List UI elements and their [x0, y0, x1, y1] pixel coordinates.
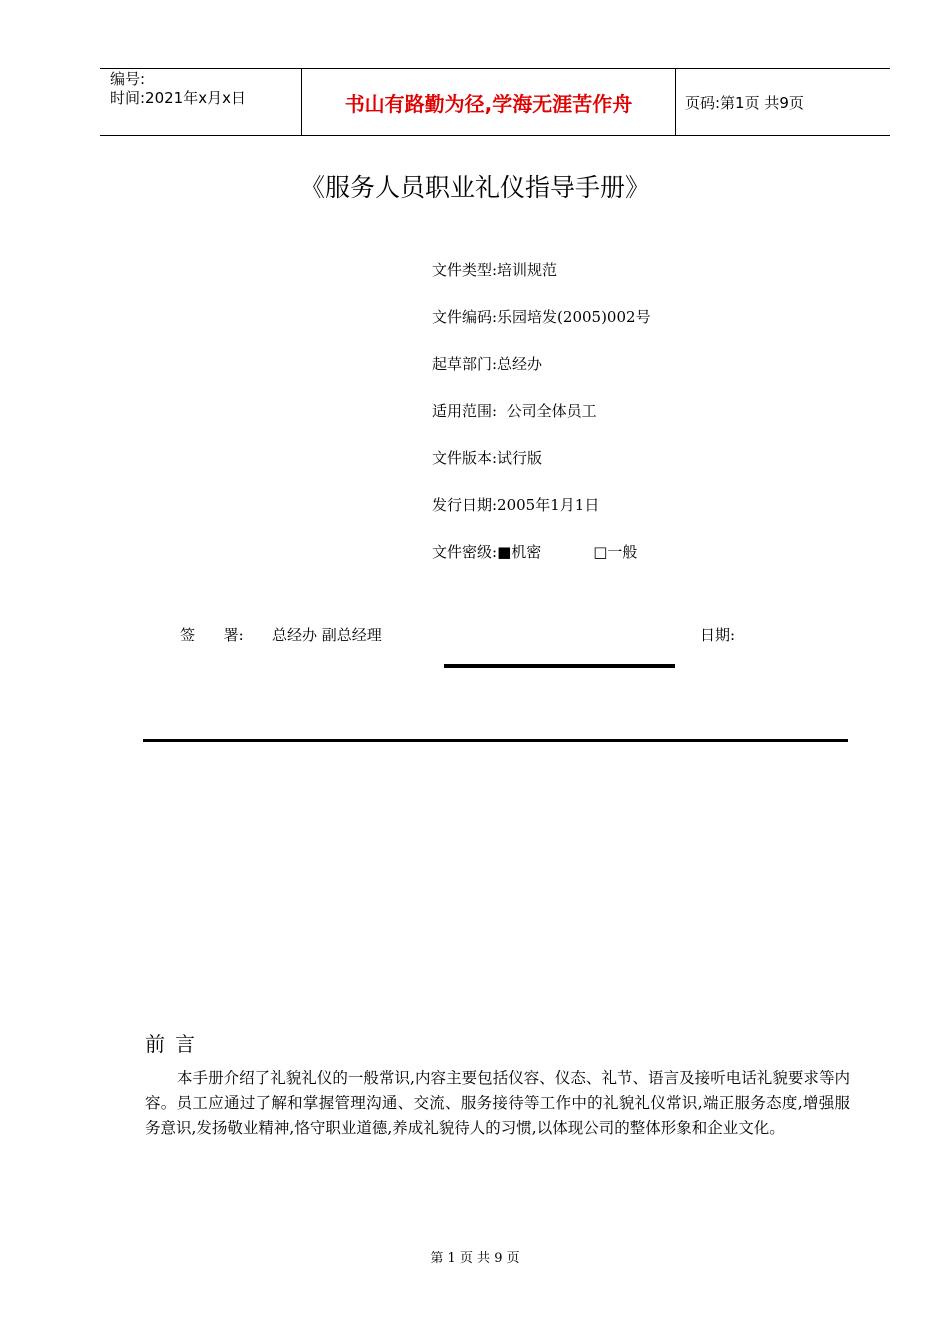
meta-file-code: 文件编码:乐园培发(2005)002号 — [432, 308, 651, 326]
header-slogan: 书山有路勤为径,学海无涯苦作舟 — [344, 92, 633, 116]
section-divider — [143, 739, 848, 742]
signature-label: 签 署: — [180, 626, 244, 644]
signature-signers: 总经办 副总经理 — [272, 626, 382, 644]
header-page-info: 页码:第1页 共9页 — [685, 94, 804, 112]
meta-file-type: 文件类型:培训规范 — [432, 261, 558, 279]
header-bottom-border — [100, 135, 890, 136]
meta-drafting-dept: 起草部门:总经办 — [432, 355, 543, 373]
header-top-border — [100, 68, 890, 69]
signature-date-label: 日期: — [700, 626, 736, 644]
signature-line — [444, 664, 675, 668]
meta-scope: 适用范围: 公司全体员工 — [432, 402, 597, 420]
document-title: 《服务人员职业礼仪指导手册》 — [299, 173, 650, 202]
header-divider-right — [675, 68, 676, 135]
page-footer: 第 1 页 共 9 页 — [430, 1251, 520, 1266]
secrecy-label: 文件密级: — [432, 543, 498, 561]
meta-issue-date: 发行日期:2005年1月1日 — [432, 496, 600, 514]
meta-version: 文件版本:试行版 — [432, 449, 543, 467]
preface-body: 本手册介绍了礼貌礼仪的一般常识,内容主要包括仪容、仪态、礼节、语言及接听电话礼貌要求等内容。员工应通过了解和掌握管理沟通、交流、服务接待等工作中的礼貌礼仪常识,端正服务态度,增强服务意识,发扬敬业精神,恪守职业道德,养成礼貌待人的习惯,以体现公司的整体形象和企业文化。 — [145, 1069, 850, 1137]
doc-number-label: 编号: — [110, 70, 146, 88]
preface-title: 前言 — [145, 1032, 205, 1056]
time-label: 时间:2021年x月x日 — [110, 89, 246, 107]
secrecy-option-general[interactable]: □一般 — [593, 543, 638, 561]
secrecy-option-confidential[interactable]: ■机密 — [497, 543, 542, 561]
header-left-cell — [110, 70, 246, 108]
meta-secrecy — [432, 541, 637, 562]
